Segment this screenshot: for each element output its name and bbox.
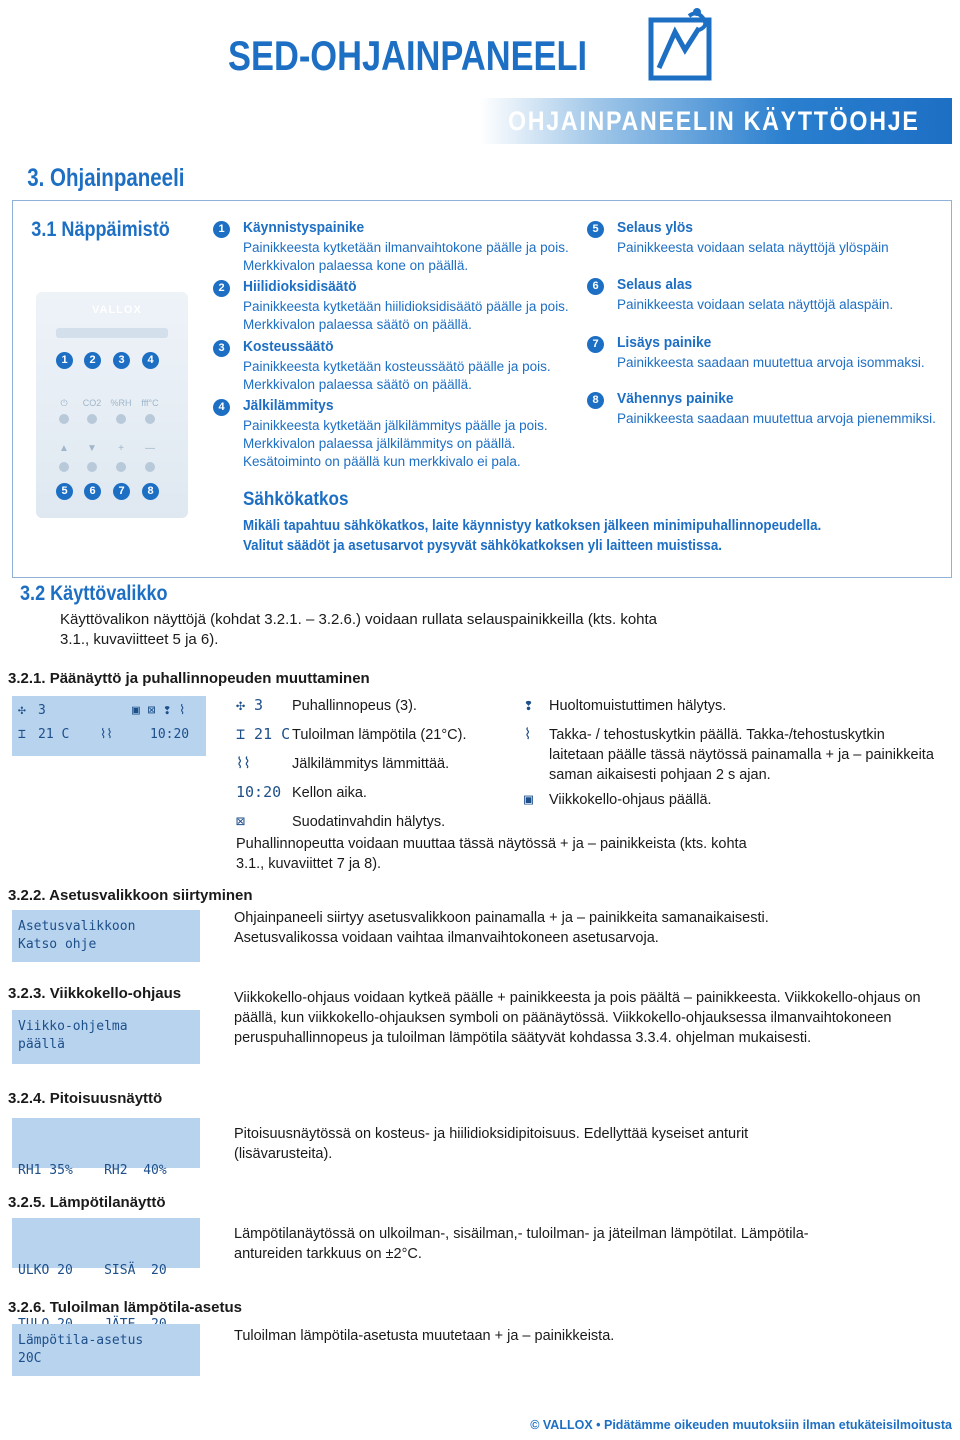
key-title: Käynnistyspainike xyxy=(243,219,365,236)
key-title: Kosteussäätö xyxy=(243,338,334,355)
s321-heading: 3.2.1. Päänäyttö ja puhallinnopeuden muuttaminen xyxy=(8,670,370,687)
key-number-badge: 1 xyxy=(213,221,230,238)
settings-lcd xyxy=(12,910,200,962)
key-description: Painikkeesta saadaan muutettua arvoja isommaksi. xyxy=(617,355,925,370)
lcd-fan-speed: 3 xyxy=(38,703,46,718)
s324-text: Pitoisuusnäytössä on kosteus- ja hiilidioksidipitoisuus. Edellyttää kyseiset anturit (lisävarusteita). xyxy=(234,1126,749,1162)
legend-text: Jälkilämmitys lämmittää. xyxy=(292,756,450,772)
panel-top-label: fff°C xyxy=(141,398,159,408)
lcd-supply-temp: 21 C xyxy=(38,727,70,742)
panel-badge-4: 4 xyxy=(142,352,159,369)
s325-heading: 3.2.5. Lämpötilanäyttö xyxy=(8,1194,166,1211)
panel-bottom-button[interactable] xyxy=(59,462,69,472)
section-32-heading: 3.2 Käyttövalikko xyxy=(20,582,168,605)
panel-badge-2: 2 xyxy=(84,352,101,369)
section-31-heading: 3.1 Näppäimistö xyxy=(31,218,170,241)
lcd-line: ULKO 20 SISÄ 20 xyxy=(18,1263,167,1278)
key-description: Painikkeesta saadaan muutettua arvoja pienemmiksi. xyxy=(617,411,936,426)
legend-text: Suodatinvahdin hälytys. xyxy=(292,814,446,830)
s321-note: Puhallinnopeutta voidaan muuttaa tässä näytössä + ja – painikkeista (kts. kohta 3.1., kuvaviittet 7 ja 8). xyxy=(236,836,747,872)
panel-top-button[interactable] xyxy=(116,414,126,424)
s326-text: Tuloilman lämpötila-asetusta muutetaan + ja – painikkeista. xyxy=(234,1328,615,1344)
legend-symbol-icon: ⌇ xyxy=(524,725,532,743)
legend-text: Viikkokello-ohjaus päällä. xyxy=(549,792,712,808)
lcd-clock: 10:20 xyxy=(150,727,190,742)
concentration-lcd xyxy=(12,1118,200,1178)
lcd-line: Asetusvalikkoon xyxy=(18,919,136,934)
legend-text: Takka- / tehostuskytkin päällä. Takka-/tehostuskytkin laitetaan päälle tässä näytössä painamalla + ja – painikkeita saman aikaisesti pohjaan 2 s ajan. xyxy=(549,727,934,783)
legend-symbol-icon: ⌶ 21 C xyxy=(236,725,291,743)
vallox-logo-icon xyxy=(645,6,717,88)
key-description: Painikkeesta voidaan selata näyttöjä ylöspäin xyxy=(617,240,889,255)
temperature-lcd xyxy=(12,1218,200,1278)
s324-heading: 3.2.4. Pitoisuusnäyttö xyxy=(8,1090,163,1107)
panel-display xyxy=(56,328,168,338)
panel-bottom-label: — xyxy=(145,443,155,454)
key-description: Painikkeesta voidaan selata näyttöjä alaspäin. xyxy=(617,297,894,312)
key-description: Painikkeesta kytketään jälkilämmitys päälle ja pois. Merkkivalon palaessa jälkilämmitys on päällä. Kesätoiminto on päällä kun merkkivalo ei pala. xyxy=(243,418,548,469)
week-program-lcd xyxy=(12,1010,200,1064)
key-title: Vähennys painike xyxy=(617,390,734,407)
lcd-heater-icon: ⌇⌇ xyxy=(100,727,113,742)
key-number-badge: 8 xyxy=(587,392,604,409)
key-title: Jälkilämmitys xyxy=(243,397,334,414)
panel-brand: VALLOX xyxy=(92,304,142,316)
key-title: Selaus ylös xyxy=(617,219,693,236)
key-title: Lisäys painike xyxy=(617,334,712,351)
lcd-status-icons: ▣ ⊠ ❢ ⌇ xyxy=(132,703,186,718)
temperature-setting-lcd xyxy=(12,1324,200,1376)
s322-heading: 3.2.2. Asetusvalikkoon siirtyminen xyxy=(8,887,253,904)
section-3-heading: 3. Ohjainpaneeli xyxy=(27,164,185,192)
legend-symbol-icon: ✣ 3 xyxy=(236,696,264,714)
key-title: Selaus alas xyxy=(617,276,693,293)
key-number-badge: 3 xyxy=(213,340,230,357)
key-description: Painikkeesta kytketään kosteussäätö päälle ja pois. Merkkivalon palaessa säätö on päällä. xyxy=(243,359,551,392)
panel-top-label: %RH xyxy=(110,398,132,408)
panel-badge-3: 3 xyxy=(113,352,130,369)
legend-symbol-icon: ▣ xyxy=(524,790,534,808)
panel-top-label: CO2 xyxy=(82,398,102,408)
lcd-line: 20C xyxy=(18,1351,42,1366)
panel-badge-1: 1 xyxy=(56,352,73,369)
panel-bottom-label: + xyxy=(118,443,124,454)
panel-badge-6: 6 xyxy=(84,483,101,500)
key-number-badge: 7 xyxy=(587,336,604,353)
panel-bottom-label: ▼ xyxy=(87,443,97,454)
footer-copyright: © VALLOX • Pidätämme oikeuden muutoksiin ilman etukäteisilmoitusta xyxy=(530,1418,952,1432)
section-32-text: Käyttövalikon näyttöjä (kohdat 3.2.1. – 3.2.6.) voidaan rullata selauspainikkeilla (kts. kohta 3.1., kuvaviitteet 5 ja 6). xyxy=(60,611,658,648)
key-number-badge: 6 xyxy=(587,278,604,295)
key-number-badge: 4 xyxy=(213,399,230,416)
power-cut-line1: Mikäli tapahtuu sähkökatkos, laite käynnistyy katkoksen jälkeen minimipuhallinnopeudella. xyxy=(243,518,822,534)
panel-bottom-button[interactable] xyxy=(116,462,126,472)
manual-banner xyxy=(480,98,952,144)
power-cut-title: Sähkökatkos xyxy=(243,489,349,510)
panel-top-label: ⏻ xyxy=(60,398,68,408)
lcd-line: Katso ohje xyxy=(18,937,97,952)
panel-top-button[interactable] xyxy=(87,414,97,424)
panel-badge-5: 5 xyxy=(56,483,73,500)
s323-heading: 3.2.3. Viikkokello-ohjaus xyxy=(8,985,182,1002)
panel-bottom-button[interactable] xyxy=(87,462,97,472)
s325-text: Lämpötilanäytössä on ulkoilman-, sisäilman,- tuloilman- ja jäteilman lämpötilat. Lämpötila-antureiden tarkkuus on ±2°C. xyxy=(234,1226,809,1262)
key-description: Painikkeesta kytketään hiilidioksidisäätö päälle ja pois. Merkkivalon palaessa säätö on päällä. xyxy=(243,299,569,332)
panel-bottom-button[interactable] xyxy=(145,462,155,472)
key-number-badge: 2 xyxy=(213,280,230,297)
s322-text: Ohjainpaneeli siirtyy asetusvalikkoon painamalla + ja – painikkeita samanaikaisesti. Asetusvalikossa voidaan vaihtaa ilmanvaihtokoneen asetusarvoja. xyxy=(234,910,769,946)
panel-top-button[interactable] xyxy=(145,414,155,424)
legend-text: Tuloilman lämpötila (21°C). xyxy=(292,727,467,743)
banner-text: OHJAINPANEELIN KÄYTTÖOHJE xyxy=(508,106,920,136)
legend-text: Kellon aika. xyxy=(292,785,367,801)
legend-symbol-icon: ❢ xyxy=(524,696,534,714)
key-title: Hiilidioksidisäätö xyxy=(243,278,357,295)
panel-top-button[interactable] xyxy=(59,414,69,424)
lcd-line: RH1 35% RH2 40% xyxy=(18,1163,167,1178)
legend-symbol-icon: 10:20 xyxy=(236,783,282,801)
s323-text: Viikkokello-ohjaus voidaan kytkeä päälle + painikkeesta ja pois päältä – painikkeesta. Viikkokello-ohjaus on päällä, kun viikkokello-ohjauksen symboli on päänäytössä. Viikkokello-ohjauksessa ilmanvaihtokoneen peruspuhallinnopeus ja tuloilman lämpötila säätyvät kohdassa 3.3.4. ohjelman mukaisesti. xyxy=(234,990,921,1046)
lcd-line: Lämpötila-asetus xyxy=(18,1333,144,1348)
panel-badge-7: 7 xyxy=(113,483,130,500)
lcd-temp-icon: ⌶ xyxy=(18,727,26,742)
legend-symbol-icon: ⌇⌇ xyxy=(236,754,251,772)
page-title: SED-OHJAINPANEELI xyxy=(228,32,588,79)
lcd-line: päällä xyxy=(18,1037,65,1052)
legend-symbol-icon: ⊠ xyxy=(236,812,246,830)
panel-bottom-label: ▲ xyxy=(59,443,69,454)
lcd-line: Viikko-ohjelma xyxy=(18,1019,128,1034)
legend-text: Huoltomuistuttimen hälytys. xyxy=(549,698,727,714)
key-number-badge: 5 xyxy=(587,221,604,238)
power-cut-line2: Valitut säädöt ja asetusarvot pysyvät sähkökatkoksen yli laitteen muistissa. xyxy=(243,538,722,554)
panel-badge-8: 8 xyxy=(142,483,159,500)
lcd-fan-icon: ✣ xyxy=(18,703,26,718)
key-description: Painikkeesta kytketään ilmanvaihtokone päälle ja pois. Merkkivalon palaessa kone on päällä. xyxy=(243,240,569,273)
s326-heading: 3.2.6. Tuloilman lämpötila-asetus xyxy=(8,1299,242,1316)
legend-text: Puhallinnopeus (3). xyxy=(292,698,417,714)
main-display-lcd xyxy=(12,696,206,756)
